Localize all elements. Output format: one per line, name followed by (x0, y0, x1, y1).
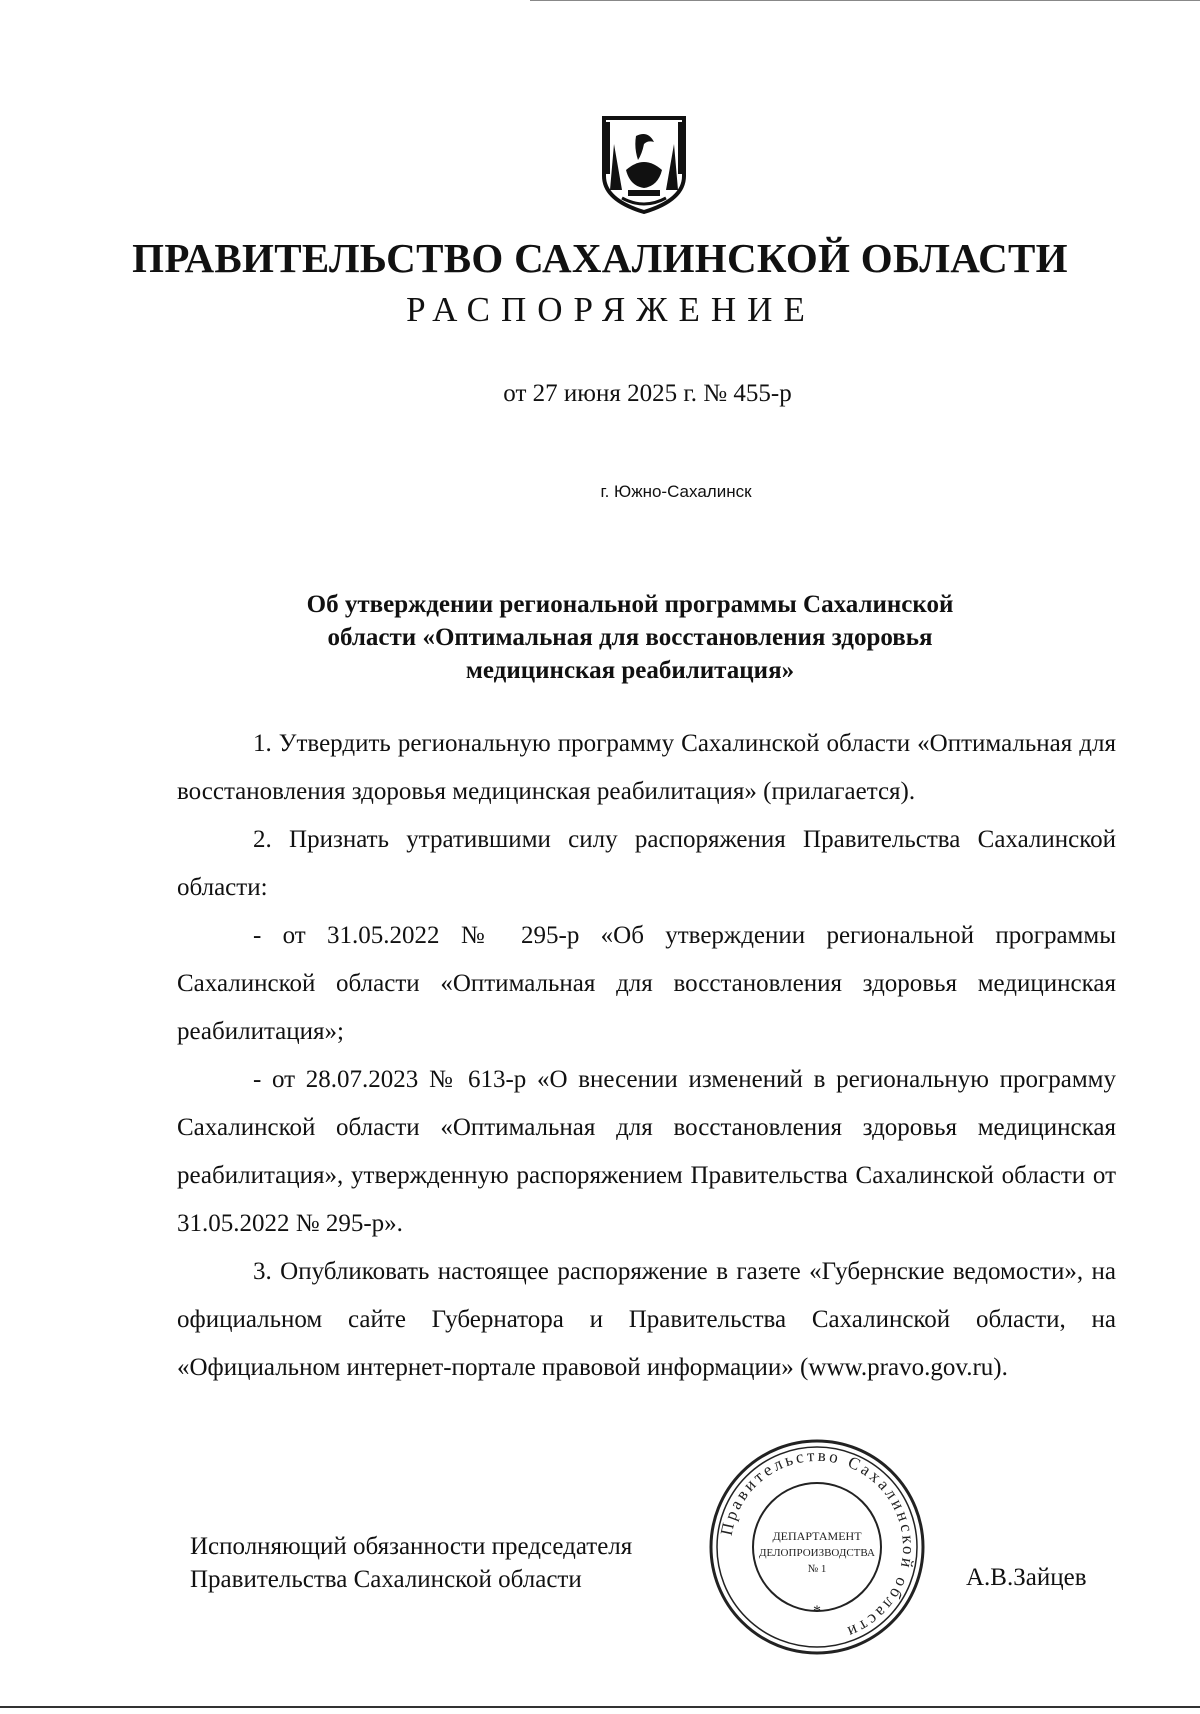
stamp-center-line: № 1 (807, 1563, 827, 1575)
paragraph-2: 2. Признать утратившими силу распоряжения Правительства Сахалинской области: (177, 826, 1116, 901)
top-edge-line (530, 0, 1200, 1)
signatory-position (190, 1530, 632, 1596)
subject-line: медицинская реабилитация» (465, 657, 795, 684)
signatory-name: А.В.Зайцев (966, 1564, 1087, 1591)
government-title: ПРАВИТЕЛЬСТВО САХАЛИНСКОЙ ОБЛАСТИ (132, 235, 1068, 281)
city: г. Южно-Сахалинск (600, 482, 752, 501)
official-stamp (706, 1436, 928, 1658)
paragraph-3: 3. Опубликовать настоящее распоряжение в газете «Губернские ведомости», на официальном сайте Губернатора и Правительства Сахалинской области, на «Официальном интернет-портале правовой информации» (www.pravo.gov.ru). (177, 1258, 1116, 1381)
subject-line: Об утверждении региональной программы Сахалинской (306, 591, 954, 618)
stamp-center-line: ДЕЛОПРОИЗВОДСТВА (759, 1547, 875, 1559)
position-line: Исполняющий обязанности председателя (190, 1533, 633, 1560)
paragraph-2-item-2: - от 28.07.2023 № 613-р «О внесении изменений в региональную программу Сахалинской области «Оптимальная для восстановления здоровья медицинская реабилитация», утвержденную распоряжением Правительства Сахалинской области от 31.05.2022 № 295-р». (177, 1066, 1116, 1237)
subject-line: области «Оптимальная для восстановления здоровья (327, 624, 933, 651)
paragraph-1: 1. Утвердить региональную программу Сахалинской области «Оптимальная для восстановления здоровья медицинская реабилитация» (прилагается). (177, 730, 1116, 805)
coat-of-arms-icon (598, 114, 690, 214)
document-type: РАСПОРЯЖЕНИЕ (406, 290, 816, 329)
date-and-number: от 27 июня 2025 г. № 455-р (503, 380, 792, 407)
stamp-center-line: ДЕПАРТАМЕНТ (772, 1529, 862, 1543)
document-subject (230, 588, 1030, 687)
paragraph-2-item-1: - от 31.05.2022 № 295-р «Об утверждении региональной программы Сахалинской области «Оптимальная для восстановления здоровья медицинская реабилитация»; (177, 922, 1116, 1045)
document-body (177, 720, 1116, 1392)
svg-text:*: * (813, 1603, 821, 1620)
position-line: Правительства Сахалинской области (190, 1566, 582, 1593)
bottom-edge-line (0, 1706, 1200, 1708)
stamp-ring-text: Правительство Сахалинской области (716, 1445, 919, 1643)
